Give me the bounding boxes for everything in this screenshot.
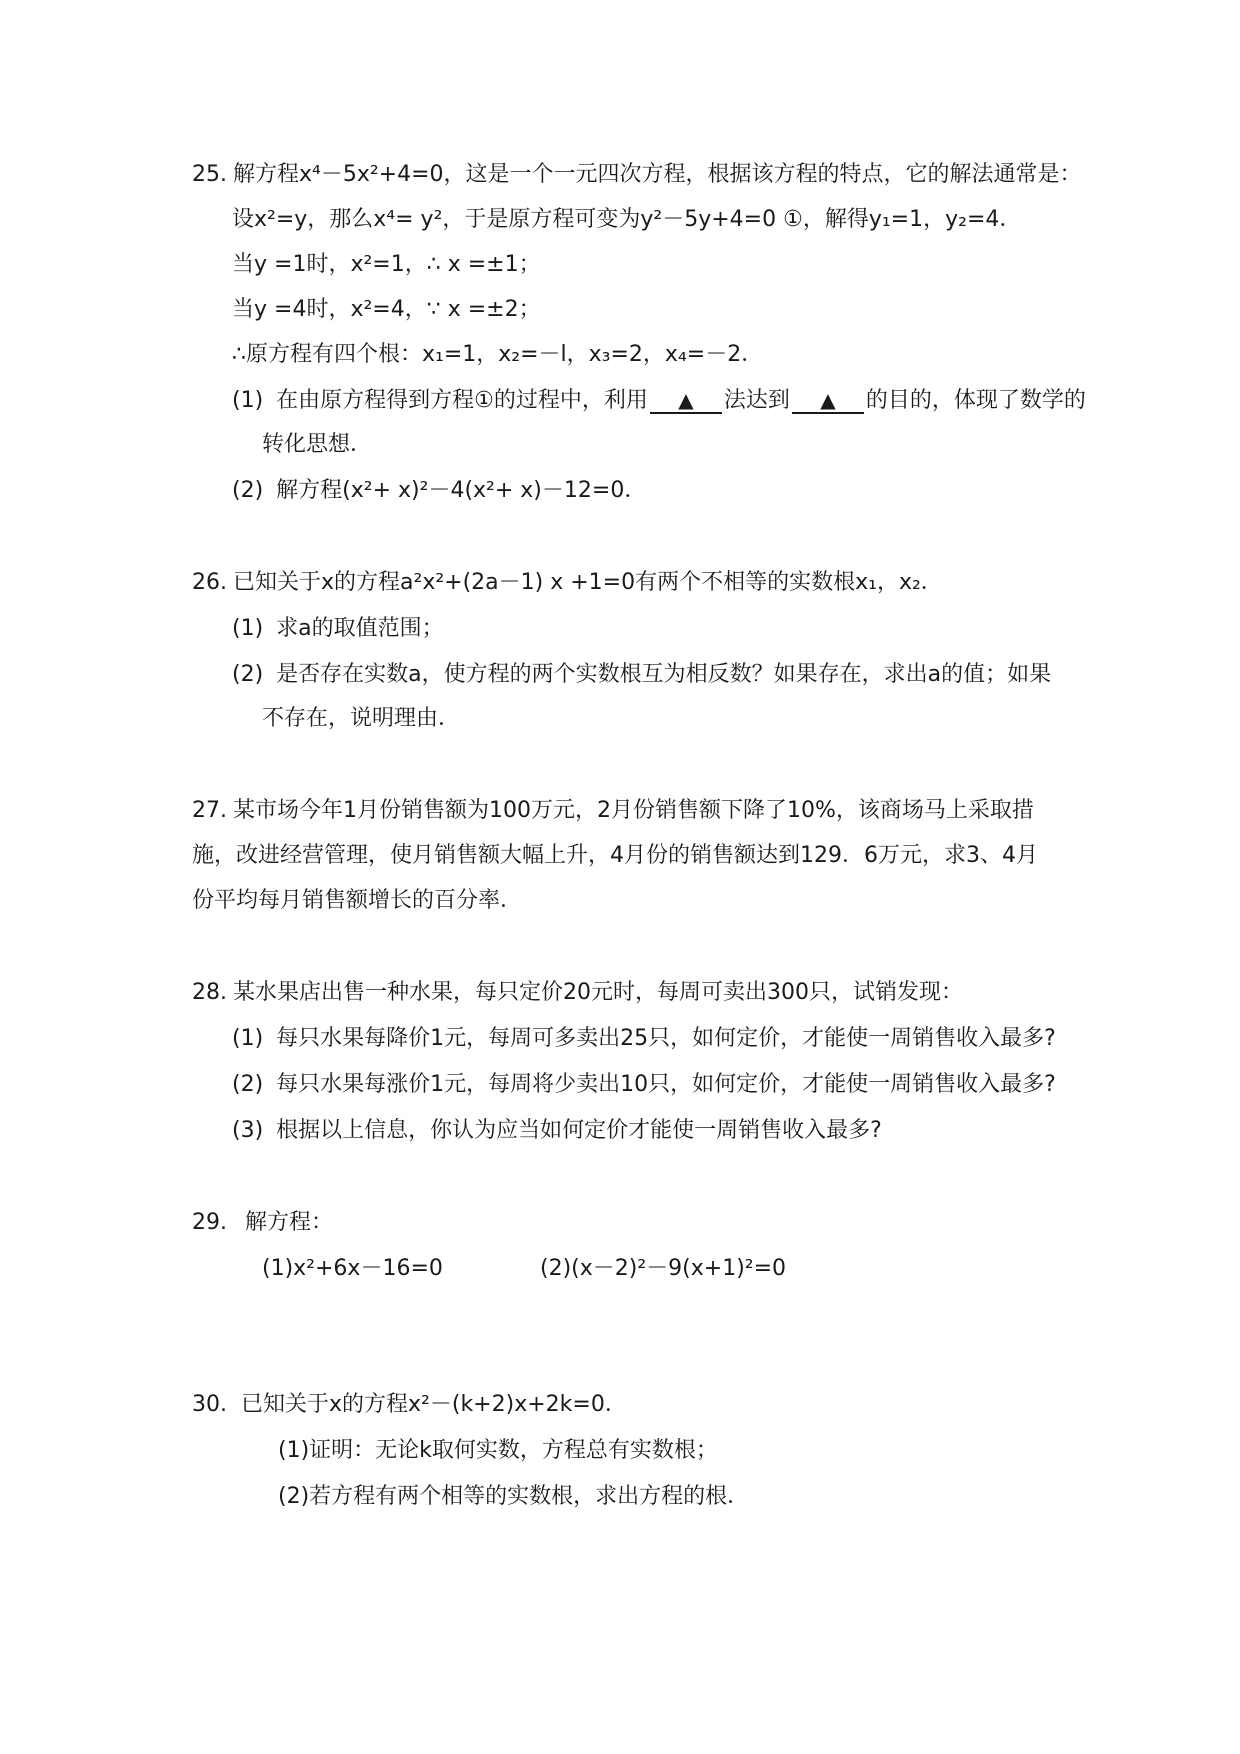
q26-sub2 — [232, 660, 1051, 690]
q30-stem — [192, 1390, 627, 1420]
q28-sub3-text: 根据以上信息，你认为应当如何定价才能使一周销售收入最多? — [276, 1118, 882, 1143]
q25-sub1-cont: 转化思想． — [262, 432, 373, 457]
q28-sub3 — [232, 1116, 882, 1146]
q25-sub2-text: 解方程(x²+ x)²－4(x²+ x)－12=0． — [276, 478, 647, 503]
q28-text: 某水果店出售一种水果，每只定价20元时，每周可卖出300只，试销发现： — [233, 980, 963, 1005]
q28-sub1-label: (1) — [232, 1026, 264, 1051]
q25-sub1 — [232, 386, 1086, 416]
q25-sub2 — [232, 476, 646, 506]
q25-step3: 当y =4时，x²=4，∵ x =±2； — [232, 297, 541, 322]
q28-sub1-text: 每只水果每降价1元，每周可多卖出25只，如何定价，才能使一周销售收入最多? — [276, 1026, 1056, 1051]
q25-step1: 设x²=y，那么x⁴= y²，于是原方程可变为y²－5y+4=0 ①，解得y₁=1，y₂=4． — [232, 207, 1022, 232]
q25-number: 25. — [192, 162, 227, 187]
q28-sub2-label: (2) — [232, 1072, 264, 1097]
q25-sub2-label: (2) — [232, 478, 264, 503]
q29-number: 29. — [192, 1210, 227, 1235]
q30-sub1: (1)证明：无论k取何实数，方程总有实数根； — [278, 1438, 718, 1463]
q26-sub1 — [232, 614, 444, 644]
q27-line1-text: 某市场今年1月份销售额为100万元，2月份销售额下降了10%，该商场马上采取措 — [233, 798, 1034, 823]
q26-sub1-label: (1) — [232, 616, 264, 641]
q27-line2: 施，改进经营管理，使月销售额大幅上升，4月份的销售额达到129．6万元，求3、4月 — [192, 843, 1038, 868]
q25-sub1-part3: 的目的，体现了数学的 — [865, 388, 1086, 413]
q27-line1 — [192, 796, 1034, 826]
q30-number: 30. — [192, 1392, 227, 1417]
q30-sub2: (2)若方程有两个相等的实数根，求出方程的根． — [278, 1484, 750, 1509]
q25-sub1-part2: 法达到 — [723, 388, 790, 413]
q29-eq2: (2)(x－2)²－9(x+1)²=0 — [540, 1256, 787, 1281]
q27-number: 27. — [192, 798, 227, 823]
q25-step4: ∴原方程有四个根：x₁=1，x₂=－l，x₃=2，x₄=－2． — [232, 342, 764, 367]
q30-text: 已知关于x的方程x²－(k+2)x+2k=0． — [241, 1392, 627, 1417]
q25-intro — [192, 160, 1082, 190]
q26-number: 26. — [192, 570, 227, 595]
q25-sub1-label: (1) — [232, 388, 264, 413]
q25-sub1-part1: 在由原方程得到方程①的过程中，利用 — [276, 388, 648, 413]
q28-stem — [192, 978, 963, 1008]
q26-sub2-text: 是否存在实数a，使方程的两个实数根互为相反数？如果存在，求出a的值；如果 — [276, 662, 1052, 687]
q25-intro-text: 解方程x⁴－5x²+4=0，这是一个一元四次方程，根据该方程的特点，它的解法通常是： — [233, 162, 1082, 187]
q28-sub2 — [232, 1070, 1056, 1100]
q26-stem — [192, 568, 943, 598]
q29-eq1: (1)x²+6x－16=0 — [262, 1256, 443, 1281]
q26-sub2-label: (2) — [232, 662, 264, 687]
q26-sub1-text: 求a的取值范围； — [276, 616, 444, 641]
q26-text: 已知关于x的方程a²x²+(2a－1) x +1=0有两个不相等的实数根x₁，x₂． — [233, 570, 943, 595]
q28-number: 28. — [192, 980, 227, 1005]
q29-stem — [192, 1208, 333, 1238]
q27-line3: 份平均每月销售额增长的百分率． — [192, 888, 523, 913]
q25-step2: 当y =1时，x²=1，∴ x =±1； — [232, 252, 541, 277]
q26-sub2-cont: 不存在，说明理由． — [262, 706, 461, 731]
q25-blank-method: ▲ — [650, 388, 722, 414]
q29-text: 解方程： — [245, 1210, 334, 1235]
q28-sub3-label: (3) — [232, 1118, 264, 1143]
q28-sub1 — [232, 1024, 1056, 1054]
q28-sub2-text: 每只水果每涨价1元，每周将少卖出10只，如何定价，才能使一周销售收入最多? — [276, 1072, 1056, 1097]
q25-blank-goal: ▲ — [792, 388, 864, 414]
